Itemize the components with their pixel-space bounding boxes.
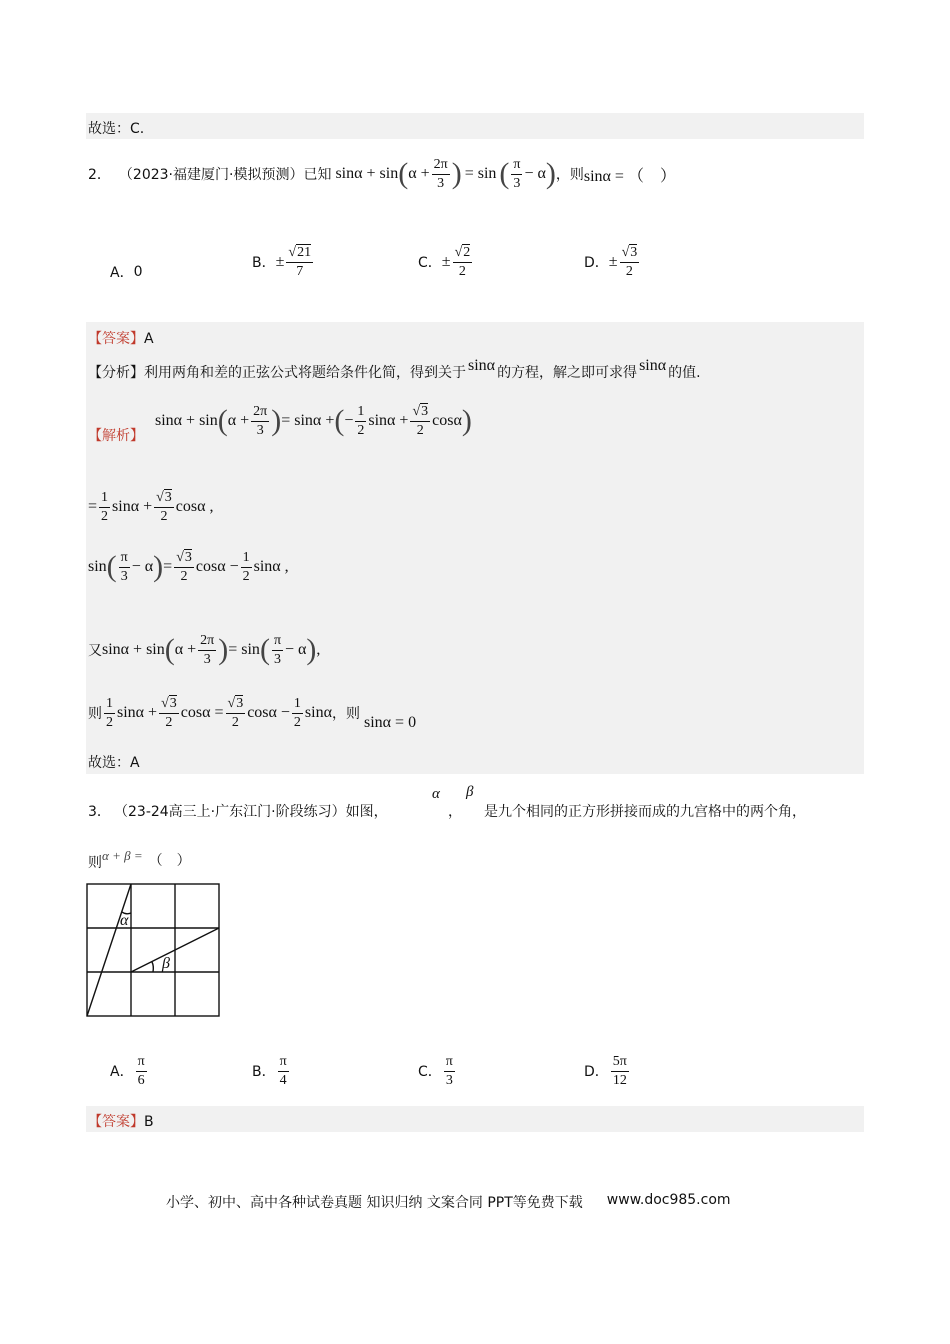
footer-text: 小学、初中、高中各种试卷真题 知识归纳 文案合同 PPT等免费下载 bbox=[166, 1195, 583, 1211]
q3-answer: 【答案】B bbox=[88, 1114, 154, 1130]
footer-url[interactable]: www.doc985.com bbox=[606, 1192, 731, 1208]
q3-answer-band bbox=[86, 1106, 864, 1132]
q2-solution-line4: 又 sinα + sin ( α + $\frac{2\pi}{3}$ ) = sin ( $\frac{\pi}{3}$ − α ) , bbox=[88, 632, 321, 667]
q2-ask: sinα = （ ） bbox=[583, 167, 676, 185]
q2-solution-line3: sin ( $\frac{\pi}{3}$ − α ) = $\frac{√3}{2}$ cosα − $\frac{1}{2}$ sinα , bbox=[88, 549, 289, 584]
q3-alpha: α bbox=[432, 786, 440, 802]
q2-analysis: 【分析】 利用两角和差的正弦公式将题给条件化简，得到关于 sinα 的方程，解之即可求得 sinα 的值. bbox=[88, 357, 701, 381]
prev-conclusion: 故选：C. bbox=[88, 121, 145, 137]
q2-stem bbox=[88, 150, 676, 198]
q3-option-c[interactable]: C． $\frac{\pi}{3}$ bbox=[418, 1053, 453, 1088]
nine-grid-figure bbox=[86, 882, 222, 1018]
q2-source: （2023·福建厦门·模拟预测）已知 bbox=[118, 167, 332, 183]
q2-equation: sinα + sin ( α + $\frac{2\pi}{3}$ ) = sin ( $\frac{\pi}{3}$ − α ) bbox=[335, 156, 556, 191]
q2-solution-line1: sinα + sin ( α + $\frac{2\pi}{3}$ ) = sinα + ( − $\frac{1}{2}$ sinα + $\frac{√3}{2}$ cosα ) bbox=[155, 403, 472, 438]
q2-solution-line2: = $\frac{1}{2}$ sinα + $\frac{√3}{2}$ cosα , bbox=[88, 489, 214, 524]
q2-option-d[interactable]: D． ± $\frac{√3}{2}$ bbox=[584, 244, 638, 279]
prev-conclusion-band bbox=[86, 113, 864, 139]
q2-option-a[interactable]: A． 0 bbox=[110, 264, 143, 281]
q2-option-c[interactable]: C． ± $\frac{√2}{2}$ bbox=[418, 244, 471, 279]
grid-alpha-label: α bbox=[120, 912, 129, 929]
q3-number: 3． bbox=[88, 804, 111, 820]
q3-text: 是九个相同的正方形拼接而成的九宫格中的两个角， bbox=[484, 804, 806, 820]
q2-conclusion: 故选：A bbox=[88, 755, 140, 771]
page-footer bbox=[166, 1192, 731, 1212]
q3-beta: β bbox=[466, 784, 474, 800]
q2-solution-tag: 【解析】 bbox=[88, 428, 144, 444]
q3-option-b[interactable]: B． $\frac{\pi}{4}$ bbox=[252, 1053, 287, 1088]
grid-beta-label: β bbox=[162, 955, 170, 972]
q2-option-b[interactable]: B． ± $\frac{√21}{7}$ bbox=[252, 244, 312, 279]
q2-number: 2． bbox=[88, 167, 111, 183]
q2-solution-line5: 则 $\frac{1}{2}$ sinα + $\frac{√3}{2}$ cosα = $\frac{√3}{2}$ cosα − $\frac{1}{2}$ sinα ，则 sinα = 0 bbox=[88, 695, 417, 731]
q3-stem: 3． （23-24高三上·广东江门·阶段练习）如图， α ， β 是九个相同的正方形拼接而成的九宫格中的两个角， bbox=[88, 784, 806, 820]
q3-source: （23-24高三上·广东江门·阶段练习）如图， bbox=[114, 804, 388, 820]
q2-answer: 【答案】A bbox=[88, 331, 154, 347]
q3-option-a[interactable]: A． $\frac{\pi}{6}$ bbox=[110, 1053, 145, 1088]
q3-stem-line2: 则 α + β = （ ） bbox=[88, 848, 191, 871]
q2-tail: ，则 bbox=[555, 167, 584, 183]
q3-option-d[interactable]: D． $\frac{5\pi}{12}$ bbox=[584, 1053, 627, 1088]
